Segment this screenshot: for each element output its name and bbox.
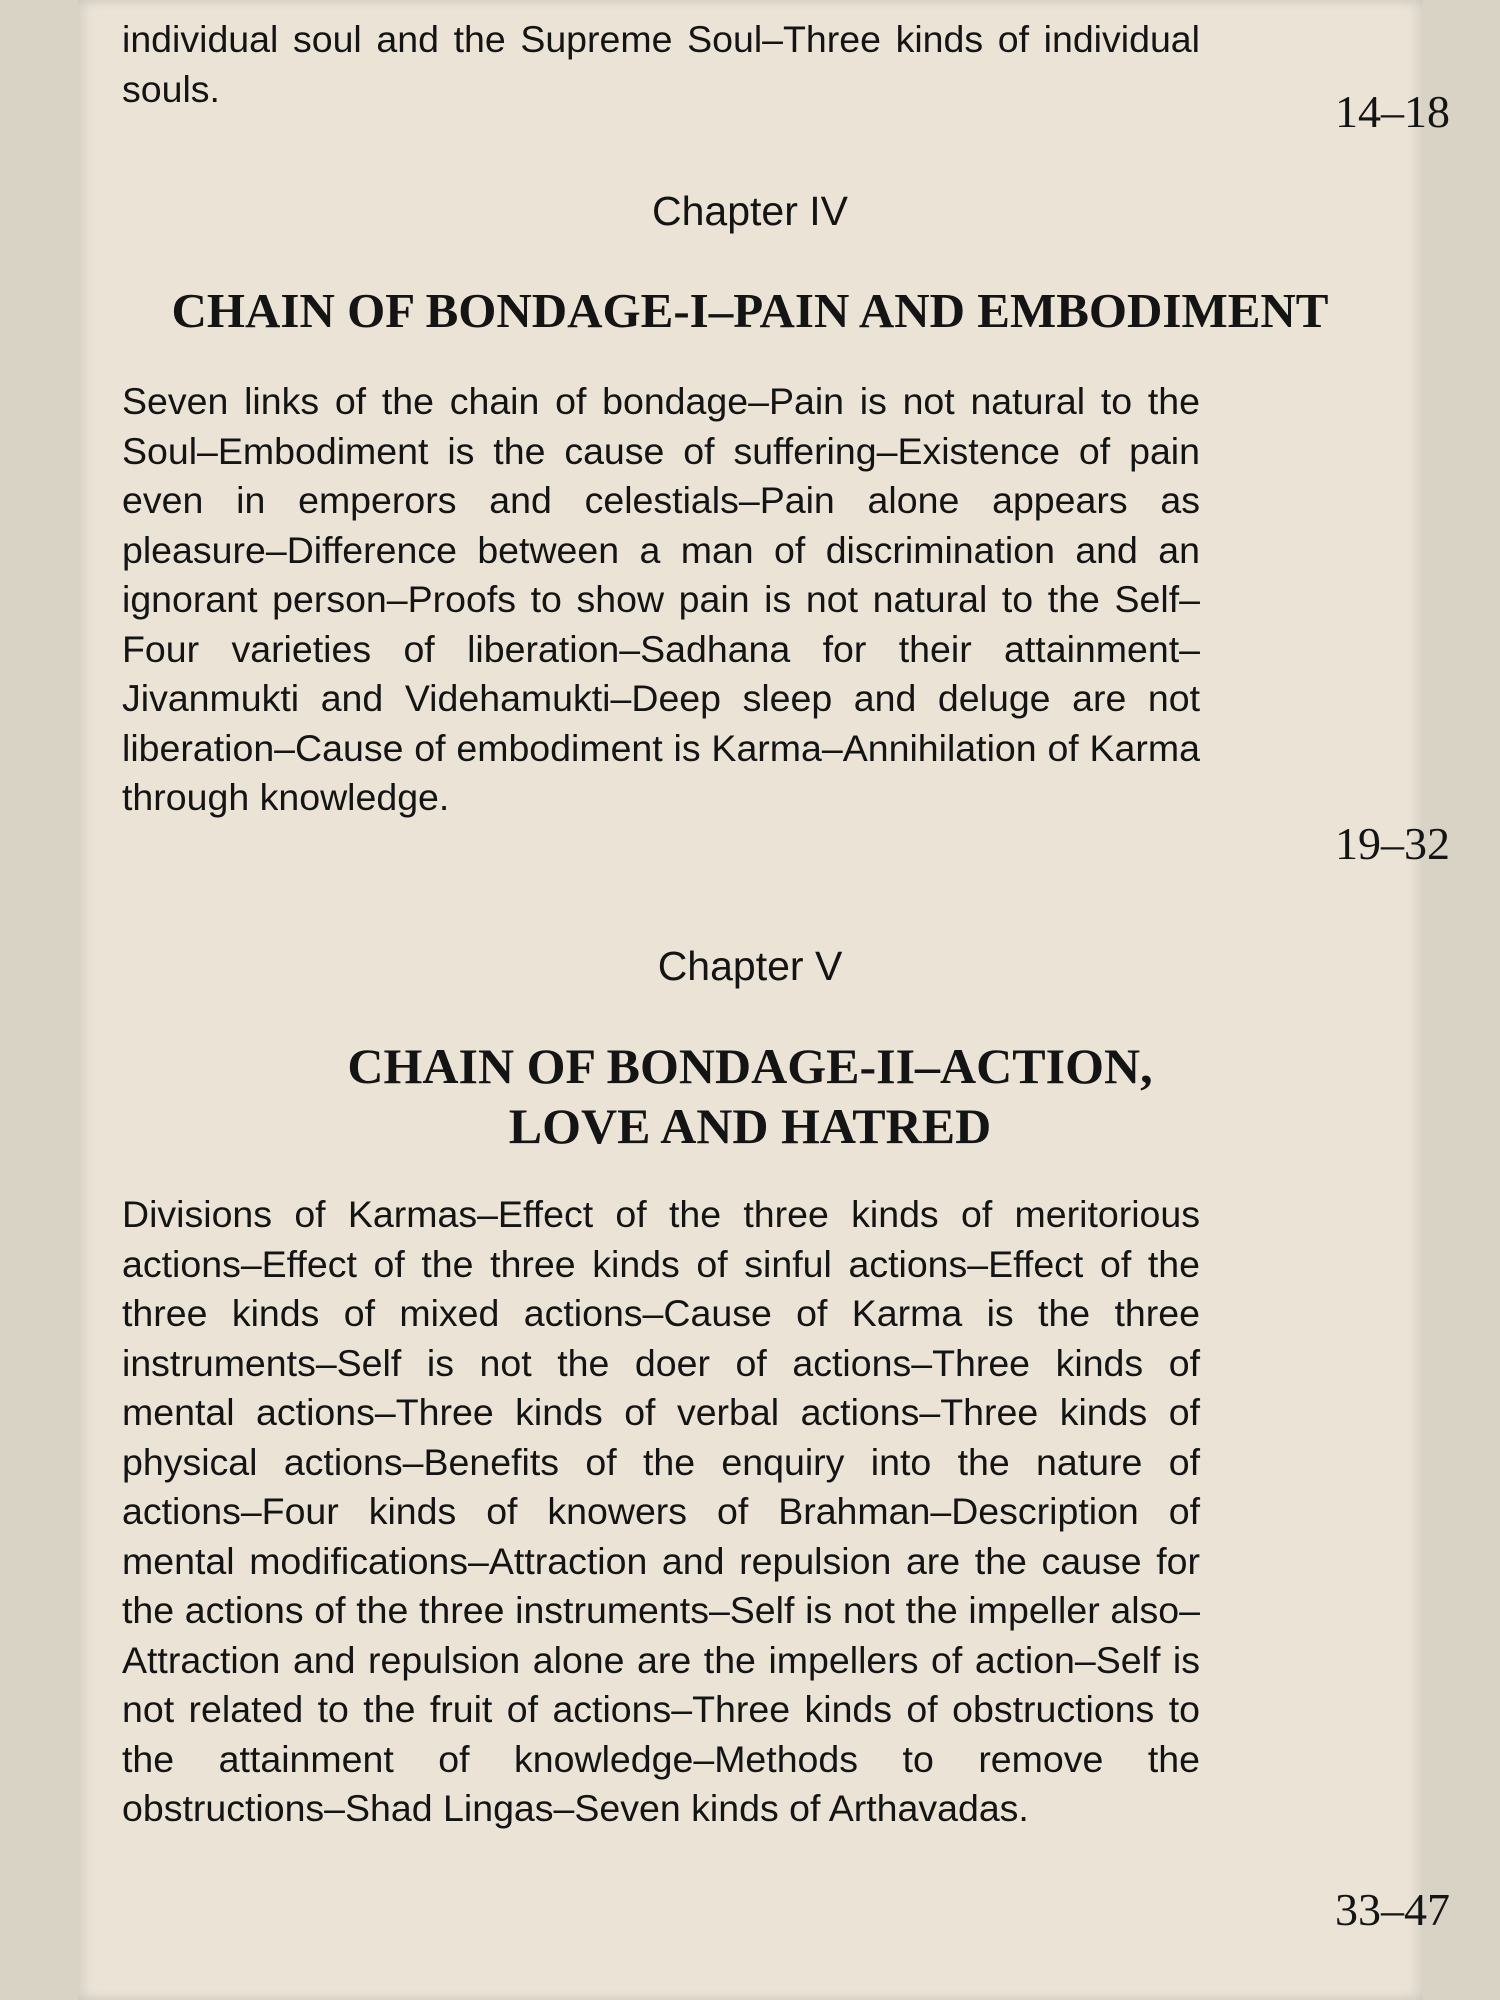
page-range: 19–32 bbox=[1335, 818, 1450, 869]
chapter-title-line1: CHAIN OF BONDAGE-II–ACTION, bbox=[347, 1038, 1153, 1094]
chapter-label: Chapter IV bbox=[652, 188, 848, 234]
chapter-title-line2: LOVE AND HATRED bbox=[508, 1098, 992, 1154]
toc-entry-chapter-iii-tail bbox=[122, 15, 1200, 114]
chapter-title: CHAIN OF BONDAGE-I–PAIN AND EMBODIMENT bbox=[171, 283, 1329, 338]
chapter-summary: individual soul and the Supreme Soul–Three kinds of individual souls. bbox=[122, 18, 1200, 110]
toc-entry-chapter-iv bbox=[122, 377, 1200, 823]
page-range: 33–47 bbox=[1335, 1884, 1450, 1935]
page-range: 14–18 bbox=[1335, 86, 1450, 137]
toc-entry-chapter-v bbox=[122, 1190, 1200, 1834]
chapter-summary: Divisions of Karmas–Effect of the three kinds of meritorious actions–Effect of the three kinds of sinful actions–Effect of the three kinds of mixed actions–Cause of Karma is the three instruments–Self is not the doer of actions–Three kinds of mental actions–Three kinds of verbal actions–Three kinds of physical actions–Benefits of the enquiry into the nature of actions–Four kinds of knowers of Brahman–Description of mental modifications–Attraction and repulsion are the cause for the actions of the three instruments–Self is not the impeller also–Attraction and repulsion alone are the impellers of action–Self is not related to the fruit of actions–Three kinds of obstructions to the attainment of knowledge–Methods to remove the obstructions–Shad Lingas–Seven kinds of Arthavadas. bbox=[122, 1193, 1200, 1829]
chapter-summary: Seven links of the chain of bondage–Pain is not natural to the Soul–Embodiment is the cause of suffering–Existence of pain even in emperors and celestials–Pain alone appears as pleasure–Difference between a man of discrimination and an ignorant person–Proofs to show pain is not natural to the Self–Four varieties of liberation–Sadhana for their attainment–Jivanmukti and Videhamukti–Deep sleep and deluge are not liberation–Cause of embodiment is Karma–Annihilation of Karma through knowledge. bbox=[122, 380, 1200, 818]
chapter-label: Chapter V bbox=[657, 943, 843, 989]
